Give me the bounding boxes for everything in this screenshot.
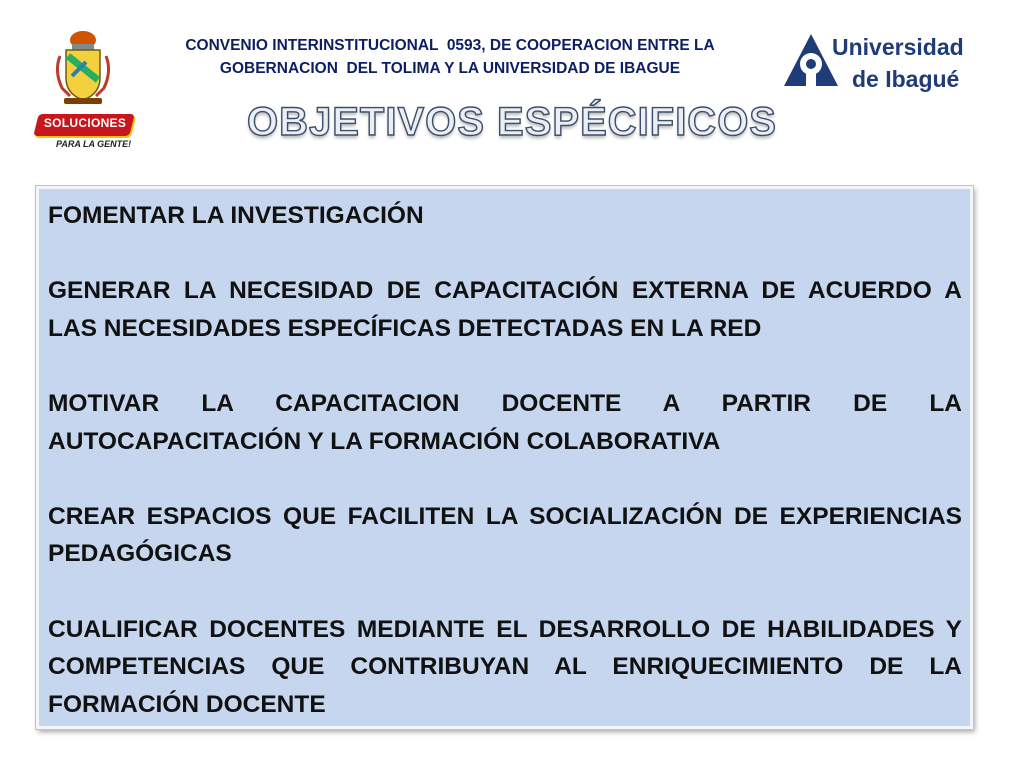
objectives-box [36,186,973,729]
universidad-de-ibague-logo [780,30,980,96]
soluciones-badge-text: SOLUCIONES [43,116,127,130]
convenio-header [150,34,750,80]
objective-item: FOMENTAR LA INVESTIGACIÓN [48,202,424,229]
objective-item: CUALIFICAR DOCENTES MEDIANTE EL DESARROLLO DE HABILIDADES Y COMPETENCIAS QUE CONTRIBUYAN AL ENRIQUECIMIENTO DE LA FORMACIÓN DOCENTE [48,615,962,718]
slide-title: OBJETIVOS ESPÉCIFICOS [246,100,777,144]
tolima-coat-of-arms-logo [50,26,116,108]
university-name-line-1: Universidad [832,34,964,60]
soluciones-badge-subtext: PARA LA GENTE! [56,139,132,149]
objective-item: GENERAR LA NECESIDAD DE CAPACITACIÓN EXTERNA DE ACUERDO A LAS NECESIDADES ESPECÍFICAS DETECTADAS EN LA RED [48,277,962,342]
objective-item: MOTIVAR LA CAPACITACION DOCENTE A PARTIR DE LA AUTOCAPACITACIÓN Y LA FORMACIÓN COLABORATIVA [48,389,962,455]
objective-item: CREAR ESPACIOS QUE FACILITEN LA SOCIALIZACIÓN DE EXPERIENCIAS PEDAGÓGICAS [48,502,962,568]
objectives-list [48,197,962,723]
convenio-line-2: GOBERNACION DEL TOLIMA Y LA UNIVERSIDAD DE IBAGUE [219,60,681,77]
university-name-line-2: de Ibagué [852,66,960,92]
convenio-line-1: CONVENIO INTERINSTITUCIONAL 0593, DE COOPERACION ENTRE LA [185,37,715,54]
